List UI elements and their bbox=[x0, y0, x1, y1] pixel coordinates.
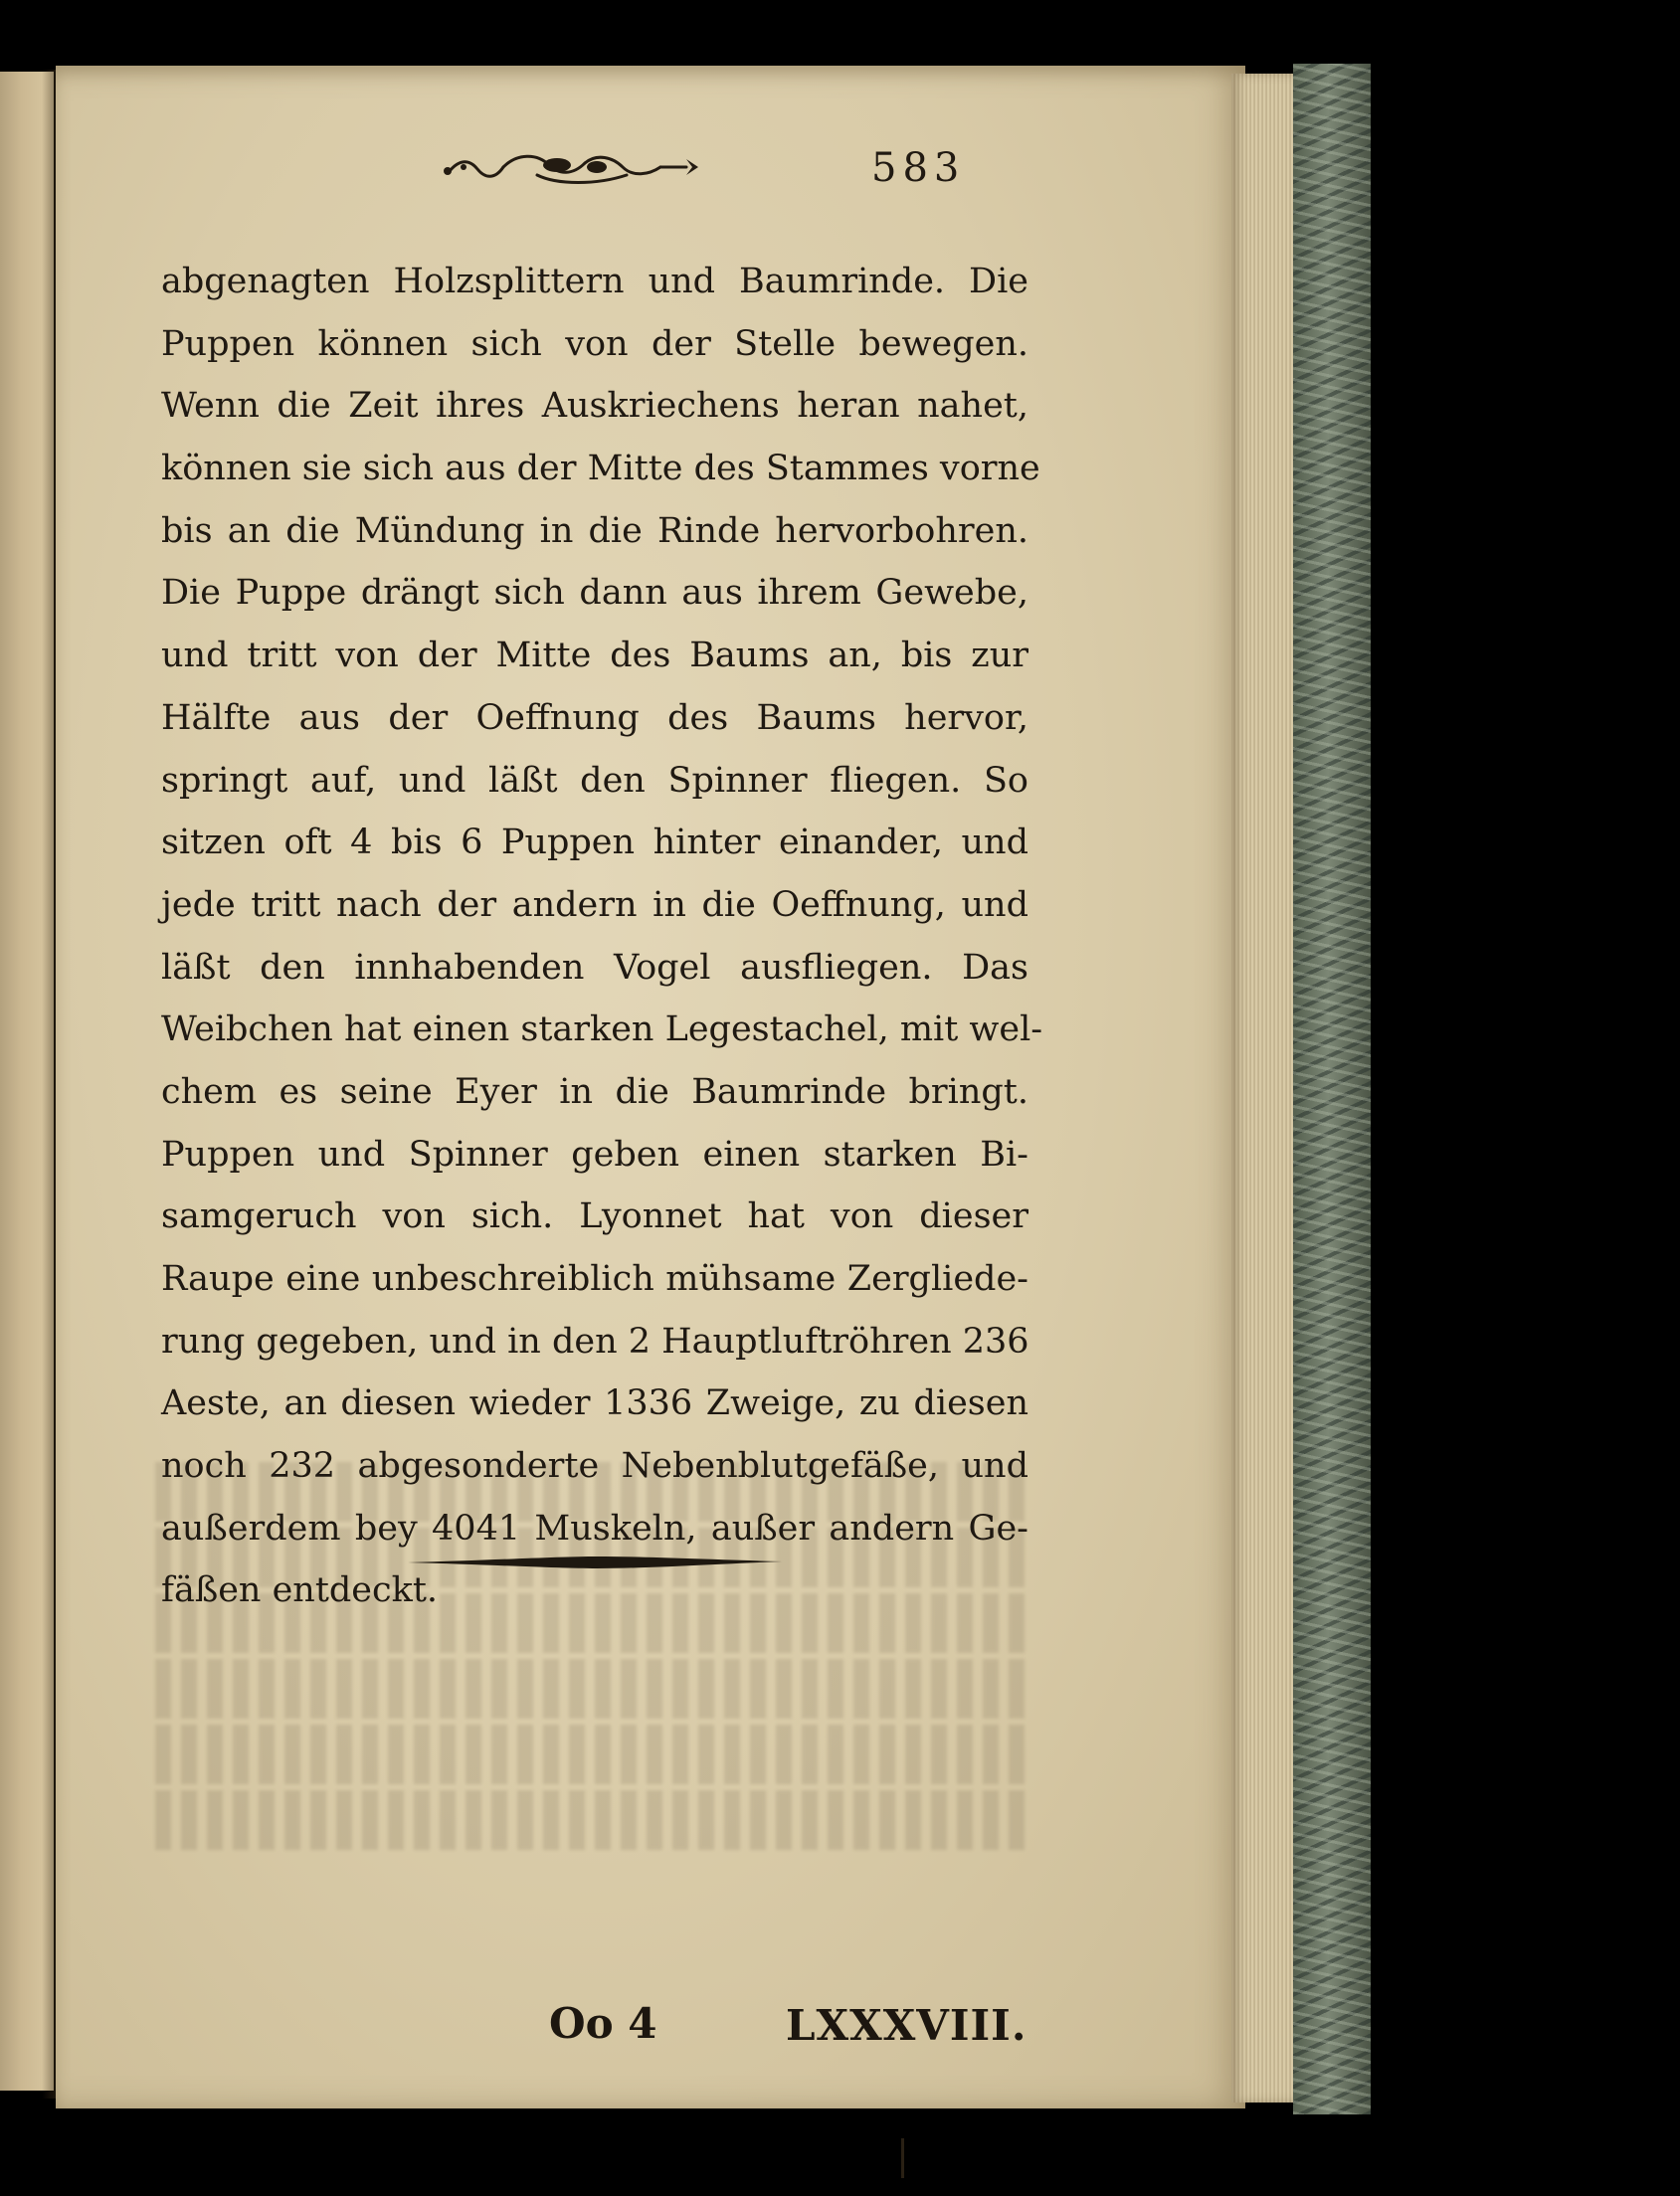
body-text bbox=[161, 251, 1043, 1622]
running-head bbox=[438, 145, 1074, 205]
text-line: Puppen und Spinner geben einen starken Bi- bbox=[161, 1134, 1028, 1175]
text-line: Wenn die Zeit ihres Auskriechens heran nahet, bbox=[161, 386, 1028, 427]
text-line: und tritt von der Mitte des Baums an, bis zur bbox=[161, 636, 1028, 676]
text-line: fäßen entdeckt. bbox=[161, 1570, 439, 1611]
text-line: jede tritt nach der andern in die Oeffnung, und bbox=[161, 884, 1028, 925]
text-line: rung gegeben, und in den 2 Hauptluftröhren 236 bbox=[161, 1321, 1029, 1362]
text-line: abgenagten Holzsplittern und Baumrinde. Die bbox=[161, 262, 1028, 301]
text-line: läßt den innhabenden Vogel ausfliegen. Das bbox=[161, 947, 1028, 988]
text-line: Hälfte aus der Oeffnung des Baums hervor, bbox=[161, 697, 1028, 738]
section-end-rule bbox=[408, 1556, 782, 1569]
text-line: Die Puppe drängt sich dann aus ihrem Gewebe, bbox=[161, 573, 1028, 614]
text-line: sitzen oft 4 bis 6 Puppen hinter einander, und bbox=[161, 823, 1028, 863]
text-line: Aeste, an diesen wieder 1336 Zweige, zu diesen bbox=[161, 1383, 1028, 1424]
catchword: LXXXVIII. bbox=[786, 2001, 1027, 2050]
ornament-icon bbox=[438, 145, 706, 191]
text-line: Raupe eine unbeschreiblich mühsame Zergliede- bbox=[161, 1259, 1028, 1299]
text-line: bis an die Mündung in die Rinde hervorbohren. bbox=[161, 510, 1028, 551]
text-line: samgeruch von sich. Lyonnet hat von dieser bbox=[161, 1196, 1028, 1237]
page-number: 583 bbox=[871, 145, 966, 191]
text-line: außerdem bey 4041 Muskeln, außer andern Ge- bbox=[161, 1508, 1028, 1549]
text-line: noch 232 abgesonderte Nebenblutgefäße, und bbox=[161, 1446, 1028, 1487]
text-line: chem es seine Eyer in die Baumrinde bringt. bbox=[161, 1071, 1028, 1112]
page-mark bbox=[901, 2138, 904, 2178]
text-line: Weibchen hat einen starken Legestachel, mit wel- bbox=[161, 1009, 1043, 1050]
signature-mark: Oo 4 bbox=[549, 1999, 657, 2048]
text-line: können sie sich aus der Mitte des Stammes vorne bbox=[161, 449, 1040, 489]
text-line: springt auf, und läßt den Spinner fliegen. So bbox=[161, 760, 1028, 801]
text-line: Puppen können sich von der Stelle bewegen. bbox=[161, 323, 1028, 364]
